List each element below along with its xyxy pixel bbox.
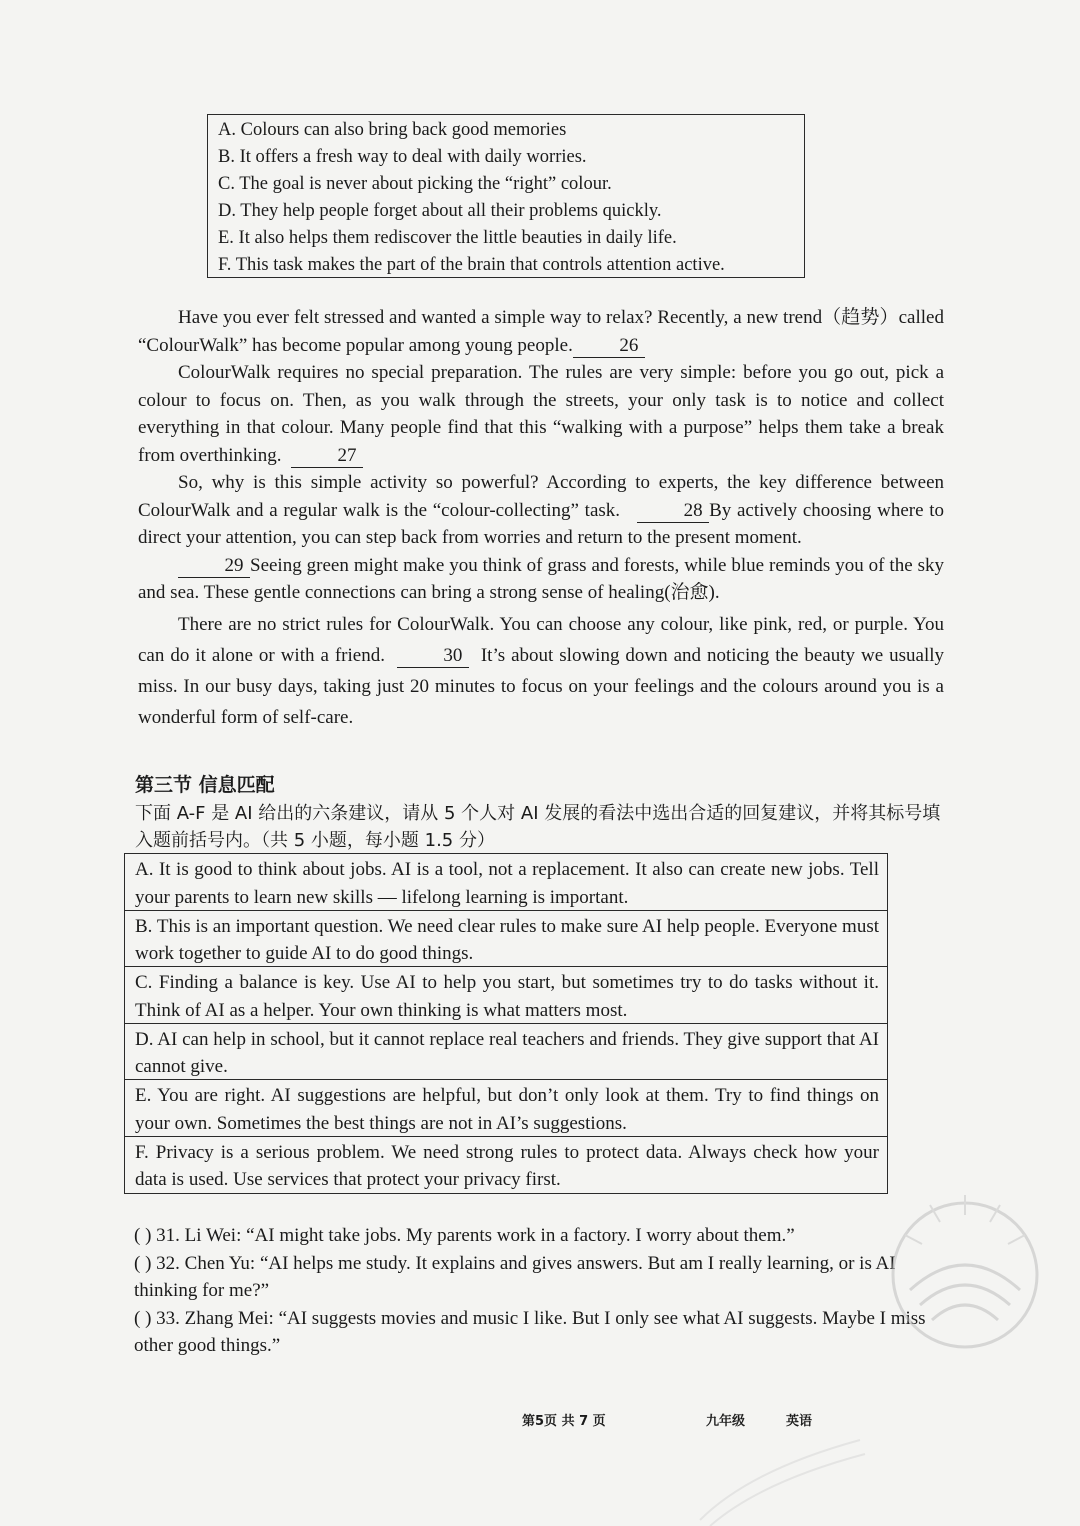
blank-29: 29: [178, 555, 250, 578]
paragraph-1: [138, 304, 944, 359]
blank-26: 26: [573, 335, 645, 358]
option-f: F. This task makes the part of the brain that controls attention active.: [218, 255, 725, 275]
paragraph-5-text-a: There are no strict rules for ColourWalk. You can choose any colour, like pink, red, or purple. You can do it alone or with a friend.: [138, 613, 944, 666]
question-31: ( ) 31. Li Wei: “AI might take jobs. My parents work in a factory. I worry about them.”: [134, 1225, 795, 1246]
section-title: 第三节 信息匹配: [135, 774, 275, 796]
paragraph-5: [138, 609, 944, 733]
paragraph-4: [138, 552, 944, 607]
paragraph-4-text: Seeing green might make you think of grass and forests, while blue reminds you of the sky and sea. These gentle connections can bring a strong sense of healing(治愈).: [138, 554, 944, 603]
watermark-logo-icon: [870, 1140, 1080, 1370]
question-32: ( ) 32. Chen Yu: “AI helps me study. It explains and gives answers. But am I really learning, or is AI thinking for me?”: [134, 1252, 896, 1301]
question-33: ( ) 33. Zhang Mei: “AI suggests movies and music I like. But I only see what AI suggests. Maybe I miss other good things.”: [134, 1307, 926, 1356]
blank-27: 27: [291, 445, 363, 468]
section-description: 下面 A-F 是 AI 给出的六条建议，请从 5 个人对 AI 发展的看法中选出合适的回复建议，并将其标号填入题前括号内。（共 5 小题，每小题 1.5 分）: [135, 803, 941, 851]
paragraph-3-text-b: By actively choosing where to direct your attention, you can step back from worries and return to the present moment.: [138, 499, 944, 548]
paragraph-1-text: Have you ever felt stressed and wanted a simple way to relax? Recently, a new trend（趋势）called “ColourWalk” has become popular among young people.: [138, 307, 944, 356]
paragraph-3-text-a: So, why is this simple activity so powerful? According to experts, the key difference between ColourWalk and a regular walk is the “colour-collecting” task.: [138, 472, 944, 521]
paragraph-5-text-b: It’s about slowing down and noticing the beauty we usually miss. In our busy days, taking just 20 minutes to focus on your feelings and the colours around you is a wonderful form of self-care.: [138, 644, 945, 728]
question-list: [134, 1222, 944, 1360]
paragraph-2: [138, 359, 944, 469]
option-e: E. It also helps them rediscover the little beauties in daily life.: [218, 228, 677, 248]
option-d: D. They help people forget about all their problems quickly.: [218, 201, 662, 221]
blank-30: 30: [397, 645, 469, 668]
paragraph-3: [138, 469, 944, 552]
reply-a: A. It is good to think about jobs. AI is a tool, not a replacement. It also can create new jobs. Tell your parents to learn new skills — lifelong learning is important.: [125, 854, 887, 911]
paragraph-2-text: ColourWalk requires no special preparation. The rules are very simple: before you go out, pick a colour to focus on. Then, as you walk through the streets, your only task is to notice and collect everything in that colour. Many people find that this “walking with a purpose” helps them take a break from overthinking.: [138, 362, 944, 466]
option-b: B. It offers a fresh way to deal with daily worries.: [218, 147, 587, 167]
option-c: C. The goal is never about picking the “right” colour.: [218, 174, 612, 194]
page-number: 第5页 共 7 页: [522, 1414, 606, 1429]
reply-f: F. Privacy is a serious problem. We need strong rules to protect data. Always check how your data is used. Use services that protect your privacy first.: [135, 1141, 879, 1190]
reading-passage: [138, 304, 944, 733]
watermark-text-icon: [690, 1430, 870, 1526]
reply-d: D. AI can help in school, but it cannot replace real teachers and friends. They give support that AI cannot give.: [125, 1024, 887, 1081]
blank-28: 28: [637, 500, 709, 523]
reply-b: B. This is an important question. We need clear rules to make sure AI help people. Everyone must work together to guide AI to do good things.: [125, 911, 887, 968]
reply-c: C. Finding a balance is key. Use AI to help you start, but sometimes try to do tasks without it. Think of AI as a helper. Your own thinking is what matters most.: [125, 967, 887, 1024]
replies-table: [124, 853, 888, 1194]
options-box: [207, 114, 805, 278]
reply-e: E. You are right. AI suggestions are helpful, but don’t only look at them. Try to find things on your own. Sometimes the best things are not in AI’s suggestions.: [125, 1080, 887, 1137]
option-a: A. Colours can also bring back good memories: [218, 120, 567, 140]
subject-label: 英语: [786, 1414, 813, 1429]
grade-label: 九年级: [706, 1414, 746, 1429]
